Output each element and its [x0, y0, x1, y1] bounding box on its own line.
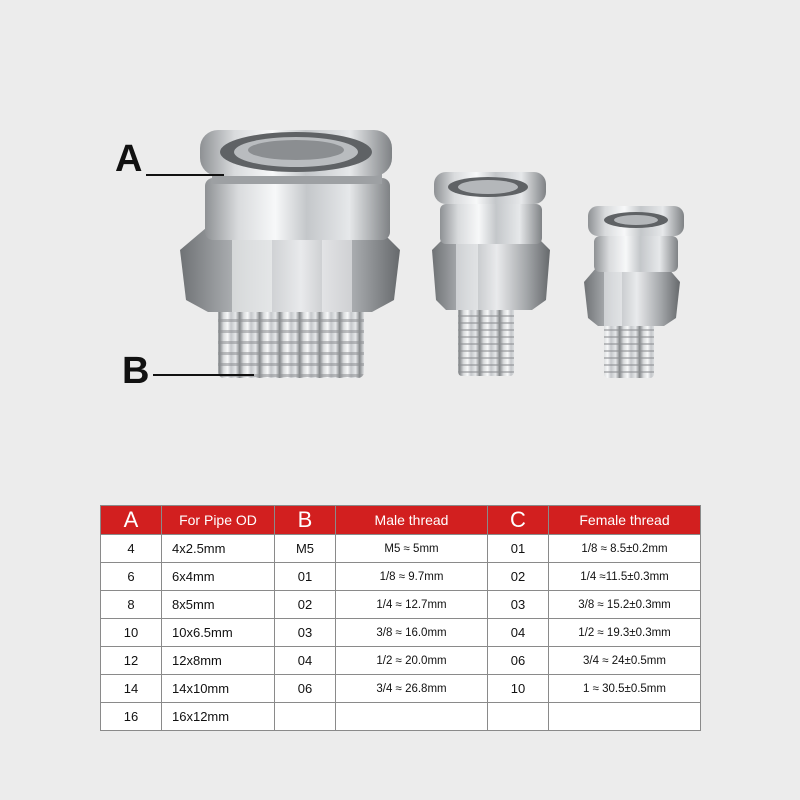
- header-b-letter: B: [275, 506, 336, 535]
- header-b-label: Male thread: [336, 506, 488, 535]
- female-code-cell: 03: [488, 591, 549, 619]
- male-code-cell: 01: [275, 563, 336, 591]
- female-thread-cell: 1 ≈ 30.5±0.5mm: [549, 675, 701, 703]
- male-thread-cell: 3/4 ≈ 26.8mm: [336, 675, 488, 703]
- table-header-row: [101, 506, 701, 535]
- pipe-od-cell: 8x5mm: [162, 591, 275, 619]
- pipe-od-cell: 6x4mm: [162, 563, 275, 591]
- pipe-code-cell: 10: [101, 619, 162, 647]
- female-thread-cell: [549, 703, 701, 731]
- table-row: [101, 703, 701, 731]
- table-row: [101, 591, 701, 619]
- female-thread-cell: 3/8 ≈ 15.2±0.3mm: [549, 591, 701, 619]
- pipe-code-cell: 16: [101, 703, 162, 731]
- male-code-cell: 04: [275, 647, 336, 675]
- pipe-od-cell: 16x12mm: [162, 703, 275, 731]
- pipe-od-cell: 4x2.5mm: [162, 535, 275, 563]
- male-code-cell: [275, 703, 336, 731]
- female-code-cell: 02: [488, 563, 549, 591]
- header-c-letter: C: [488, 506, 549, 535]
- female-code-cell: 10: [488, 675, 549, 703]
- male-code-cell: 06: [275, 675, 336, 703]
- medium-fitting: [432, 172, 550, 376]
- header-c-label: Female thread: [549, 506, 701, 535]
- table-row: [101, 675, 701, 703]
- table-row: [101, 563, 701, 591]
- callout-b-label: B: [122, 350, 150, 392]
- pipe-code-cell: 8: [101, 591, 162, 619]
- pipe-od-cell: 14x10mm: [162, 675, 275, 703]
- male-thread-cell: M5 ≈ 5mm: [336, 535, 488, 563]
- small-fitting: [584, 206, 684, 378]
- male-thread-cell: 1/8 ≈ 9.7mm: [336, 563, 488, 591]
- female-code-cell: 04: [488, 619, 549, 647]
- table-row: [101, 535, 701, 563]
- pipe-code-cell: 4: [101, 535, 162, 563]
- header-a-letter: A: [101, 506, 162, 535]
- pipe-code-cell: 6: [101, 563, 162, 591]
- female-code-cell: [488, 703, 549, 731]
- male-code-cell: M5: [275, 535, 336, 563]
- female-thread-cell: 1/2 ≈ 19.3±0.3mm: [549, 619, 701, 647]
- pipe-code-cell: 12: [101, 647, 162, 675]
- male-thread-cell: 3/8 ≈ 16.0mm: [336, 619, 488, 647]
- pipe-od-cell: 12x8mm: [162, 647, 275, 675]
- male-thread-cell: 1/4 ≈ 12.7mm: [336, 591, 488, 619]
- male-code-cell: 03: [275, 619, 336, 647]
- female-code-cell: 01: [488, 535, 549, 563]
- female-thread-cell: 3/4 ≈ 24±0.5mm: [549, 647, 701, 675]
- female-thread-cell: 1/8 ≈ 8.5±0.2mm: [549, 535, 701, 563]
- male-code-cell: 02: [275, 591, 336, 619]
- female-code-cell: 06: [488, 647, 549, 675]
- female-thread-cell: 1/4 ≈11.5±0.3mm: [549, 563, 701, 591]
- pipe-od-cell: 10x6.5mm: [162, 619, 275, 647]
- table-row: [101, 647, 701, 675]
- male-thread-cell: [336, 703, 488, 731]
- large-fitting: [180, 130, 400, 378]
- pipe-code-cell: 14: [101, 675, 162, 703]
- header-a-label: For Pipe OD: [162, 506, 275, 535]
- table-row: [101, 619, 701, 647]
- spec-table: [100, 505, 701, 731]
- male-thread-cell: 1/2 ≈ 20.0mm: [336, 647, 488, 675]
- callout-a-label: A: [115, 138, 143, 180]
